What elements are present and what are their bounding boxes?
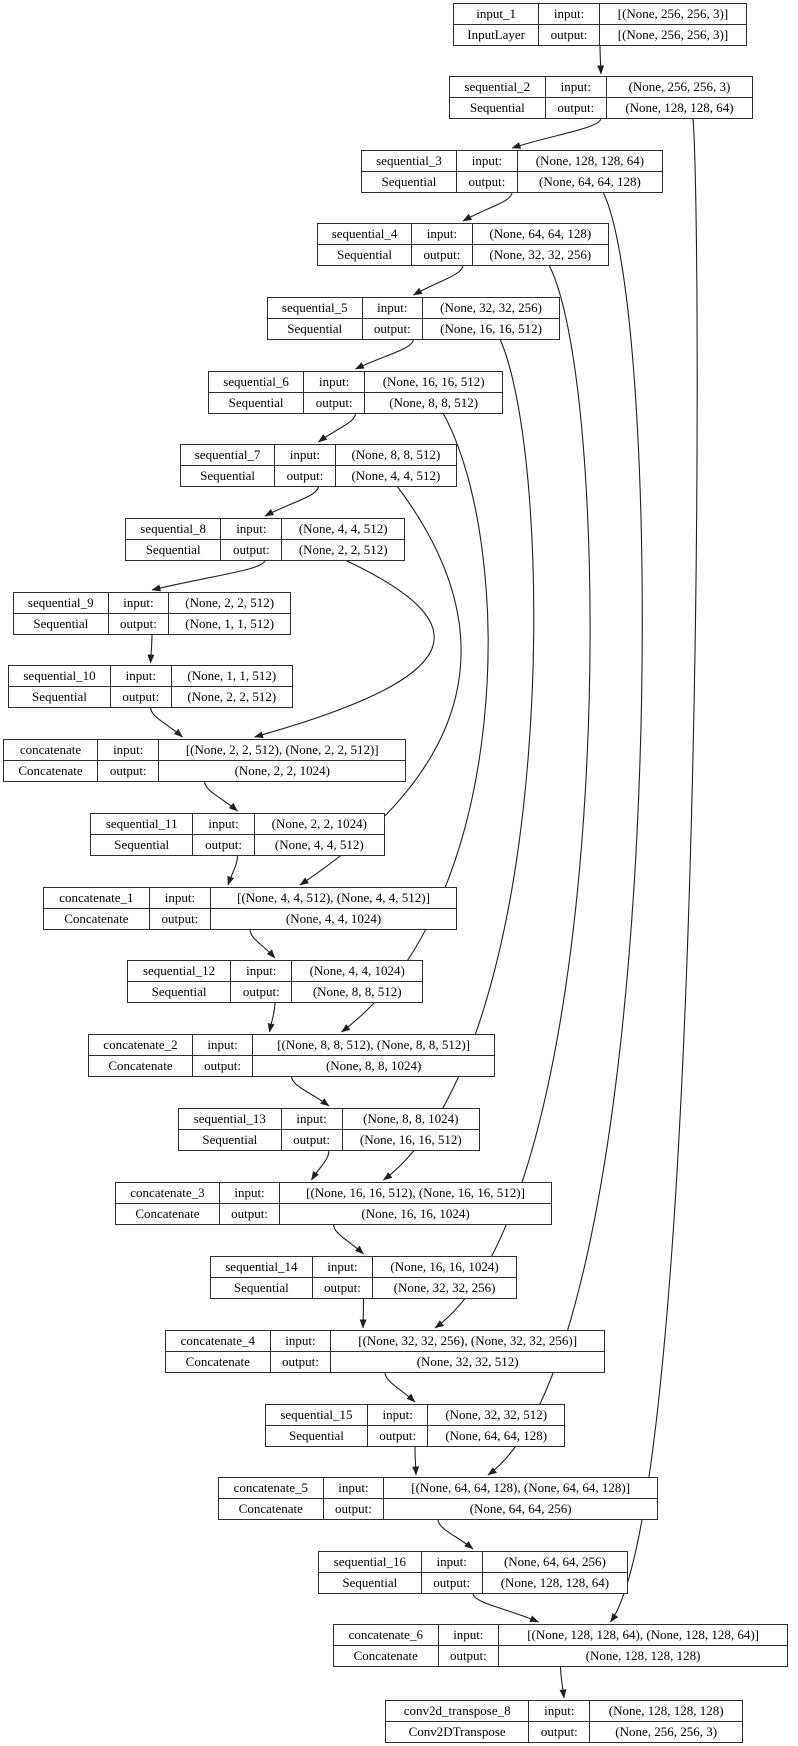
input-shape: [(None, 4, 4, 512), (None, 4, 4, 512)] xyxy=(211,888,457,909)
edge-concatenate_2-to-sequential_13 xyxy=(292,1076,330,1106)
layer-node-conv2d_transpose_8 xyxy=(385,1700,743,1743)
layer-type: Sequential xyxy=(268,319,363,340)
edge-sequential_2-to-sequential_3 xyxy=(512,118,601,148)
layer-type: Concatenate xyxy=(44,909,150,930)
layer-node-sequential_8 xyxy=(125,518,405,561)
layer-type: InputLayer xyxy=(454,25,539,46)
input-shape: (None, 4, 4, 1024) xyxy=(292,961,423,982)
layer-name: sequential_10 xyxy=(9,666,111,687)
output-label: output: xyxy=(421,1573,482,1594)
layer-type: Concatenate xyxy=(116,1204,220,1225)
output-label: output: xyxy=(192,1056,252,1077)
edge-sequential_3-to-sequential_4 xyxy=(463,192,512,221)
layer-name: sequential_15 xyxy=(266,1405,368,1426)
input-label: input: xyxy=(312,1257,372,1278)
output-shape: (None, 4, 4, 1024) xyxy=(211,909,457,930)
input-shape: (None, 32, 32, 512) xyxy=(428,1405,565,1426)
output-label: output: xyxy=(312,1278,372,1299)
output-shape: (None, 128, 128, 128) xyxy=(499,1646,788,1667)
output-shape: (None, 8, 8, 1024) xyxy=(253,1056,495,1077)
layer-node-sequential_2 xyxy=(449,76,753,119)
input-shape: (None, 64, 64, 256) xyxy=(482,1552,627,1573)
layer-node-concatenate_6 xyxy=(333,1624,788,1667)
edge-sequential_13-to-concatenate_3 xyxy=(312,1150,330,1180)
output-label: output: xyxy=(367,1426,428,1447)
edge-sequential_4-to-concatenate_4 xyxy=(435,265,590,1328)
layer-type: Sequential xyxy=(14,614,109,635)
layer-node-concatenate_4 xyxy=(165,1330,605,1373)
layer-node-sequential_16 xyxy=(318,1551,628,1594)
edge-sequential_9-to-sequential_10 xyxy=(151,634,153,663)
input-shape: (None, 8, 8, 1024) xyxy=(342,1109,479,1130)
output-label: output: xyxy=(275,466,336,487)
input-shape: (None, 128, 128, 64) xyxy=(517,151,662,172)
layer-type: Sequential xyxy=(211,1278,313,1299)
output-shape: (None, 16, 16, 1024) xyxy=(280,1204,552,1225)
output-shape: (None, 256, 256, 3) xyxy=(590,1722,743,1743)
input-shape: [(None, 256, 256, 3)] xyxy=(599,4,746,25)
output-shape: (None, 128, 128, 64) xyxy=(482,1573,627,1594)
input-label: input: xyxy=(110,666,171,687)
input-label: input: xyxy=(219,1183,279,1204)
input-label: input: xyxy=(270,1331,331,1352)
layer-name: conv2d_transpose_8 xyxy=(386,1701,529,1722)
layer-name: sequential_11 xyxy=(91,814,193,835)
layer-name: sequential_5 xyxy=(268,298,363,319)
edge-sequential_5-to-sequential_6 xyxy=(356,339,414,369)
layer-node-sequential_14 xyxy=(210,1256,517,1299)
output-shape: (None, 8, 8, 512) xyxy=(365,393,503,414)
layer-name: sequential_6 xyxy=(209,372,304,393)
layer-node-sequential_9 xyxy=(13,592,291,635)
output-shape: (None, 1, 1, 512) xyxy=(169,614,291,635)
output-label: output: xyxy=(149,909,210,930)
output-shape: (None, 4, 4, 512) xyxy=(254,835,384,856)
input-label: input: xyxy=(412,224,472,245)
output-label: output: xyxy=(270,1352,331,1373)
output-shape: (None, 8, 8, 512) xyxy=(292,982,423,1003)
layer-type: Concatenate xyxy=(4,761,98,782)
output-shape: (None, 128, 128, 64) xyxy=(606,98,752,119)
output-shape: (None, 32, 32, 256) xyxy=(472,245,608,266)
layer-name: sequential_14 xyxy=(211,1257,313,1278)
input-label: input: xyxy=(304,372,365,393)
input-label: input: xyxy=(149,888,210,909)
layer-node-sequential_11 xyxy=(90,813,385,856)
layer-name: concatenate_3 xyxy=(116,1183,220,1204)
output-label: output: xyxy=(219,1204,279,1225)
layer-name: sequential_2 xyxy=(450,77,546,98)
layer-node-sequential_12 xyxy=(127,960,423,1003)
input-shape: (None, 2, 2, 1024) xyxy=(254,814,384,835)
output-shape: (None, 16, 16, 512) xyxy=(423,319,560,340)
layer-type: Sequential xyxy=(209,393,304,414)
edge-sequential_14-to-concatenate_4 xyxy=(363,1298,364,1328)
layer-name: concatenate_4 xyxy=(166,1331,271,1352)
layer-node-concatenate_5 xyxy=(218,1477,658,1520)
input-shape: (None, 256, 256, 3) xyxy=(606,77,752,98)
output-shape: (None, 32, 32, 256) xyxy=(373,1278,517,1299)
edge-sequential_12-to-concatenate_2 xyxy=(270,1002,276,1032)
layer-type: Sequential xyxy=(362,172,457,193)
output-label: output: xyxy=(362,319,423,340)
layer-name: sequential_7 xyxy=(181,445,275,466)
input-shape: (None, 32, 32, 256) xyxy=(423,298,560,319)
output-label: output: xyxy=(110,687,171,708)
layer-node-sequential_10 xyxy=(8,665,293,708)
edge-sequential_8-to-concatenate xyxy=(255,560,435,737)
input-shape: (None, 16, 16, 512) xyxy=(365,372,503,393)
layer-type: Concatenate xyxy=(219,1499,324,1520)
output-shape: (None, 32, 32, 512) xyxy=(331,1352,605,1373)
edge-concatenate_1-to-sequential_12 xyxy=(250,929,275,958)
input-label: input: xyxy=(221,519,282,540)
edge-sequential_4-to-sequential_5 xyxy=(414,265,464,295)
output-label: output: xyxy=(539,25,600,46)
edge-sequential_10-to-concatenate xyxy=(151,707,183,737)
output-label: output: xyxy=(545,98,606,119)
input-shape: (None, 4, 4, 512) xyxy=(282,519,405,540)
input-shape: [(None, 2, 2, 512), (None, 2, 2, 512)] xyxy=(159,740,406,761)
layer-node-concatenate xyxy=(3,739,406,782)
output-label: output: xyxy=(281,1130,342,1151)
output-shape: (None, 64, 64, 128) xyxy=(517,172,662,193)
input-label: input: xyxy=(545,77,606,98)
layer-type: Sequential xyxy=(126,540,221,561)
output-shape: (None, 64, 64, 128) xyxy=(428,1426,565,1447)
output-label: output: xyxy=(221,540,282,561)
layer-node-sequential_13 xyxy=(178,1108,480,1151)
layer-node-concatenate_3 xyxy=(115,1182,552,1225)
layer-name: sequential_4 xyxy=(318,224,412,245)
output-shape: (None, 2, 2, 1024) xyxy=(159,761,406,782)
layer-type: Sequential xyxy=(179,1130,282,1151)
input-label: input: xyxy=(192,1035,252,1056)
output-shape: [(None, 256, 256, 3)] xyxy=(599,25,746,46)
input-label: input: xyxy=(539,4,600,25)
layer-node-sequential_4 xyxy=(317,223,609,266)
edge-sequential_6-to-concatenate_2 xyxy=(342,413,489,1032)
output-label: output: xyxy=(412,245,472,266)
layer-type: Concatenate xyxy=(89,1056,193,1077)
output-label: output: xyxy=(98,761,159,782)
output-shape: (None, 2, 2, 512) xyxy=(282,540,405,561)
layer-type: Concatenate xyxy=(334,1646,439,1667)
layer-name: concatenate_1 xyxy=(44,888,150,909)
layer-type: Sequential xyxy=(266,1426,368,1447)
layer-type: Concatenate xyxy=(166,1352,271,1373)
input-shape: [(None, 128, 128, 64), (None, 128, 128, 64)] xyxy=(499,1625,788,1646)
output-label: output: xyxy=(438,1646,499,1667)
edge-sequential_6-to-sequential_7 xyxy=(319,413,356,442)
input-shape: [(None, 32, 32, 256), (None, 32, 32, 256)] xyxy=(331,1331,605,1352)
edge-sequential_7-to-sequential_8 xyxy=(265,486,319,516)
edge-concatenate_5-to-sequential_16 xyxy=(438,1519,473,1549)
layer-node-concatenate_2 xyxy=(88,1034,495,1077)
input-shape: (None, 16, 16, 1024) xyxy=(373,1257,517,1278)
layer-name: concatenate_6 xyxy=(334,1625,439,1646)
edge-sequential_16-to-concatenate_6 xyxy=(473,1593,539,1622)
edge-sequential_8-to-sequential_9 xyxy=(152,560,265,590)
layer-node-sequential_15 xyxy=(265,1404,565,1447)
layer-type: Sequential xyxy=(128,982,231,1003)
input-label: input: xyxy=(275,445,336,466)
input-shape: [(None, 16, 16, 512), (None, 16, 16, 512)] xyxy=(280,1183,552,1204)
layer-type: Conv2DTranspose xyxy=(386,1722,529,1743)
edge-concatenate_6-to-conv2d_transpose_8 xyxy=(561,1666,565,1698)
layer-type: Sequential xyxy=(318,245,412,266)
edge-concatenate-to-sequential_11 xyxy=(205,781,238,811)
output-shape: (None, 64, 64, 256) xyxy=(384,1499,658,1520)
input-shape: (None, 1, 1, 512) xyxy=(171,666,292,687)
layer-name: input_1 xyxy=(454,4,539,25)
edge-input_1-to-sequential_2 xyxy=(600,45,601,74)
input-label: input: xyxy=(529,1701,590,1722)
layer-name: sequential_9 xyxy=(14,593,109,614)
output-shape: (None, 16, 16, 512) xyxy=(342,1130,479,1151)
input-shape: [(None, 64, 64, 128), (None, 64, 64, 128)] xyxy=(384,1478,658,1499)
layer-name: sequential_13 xyxy=(179,1109,282,1130)
layer-name: sequential_16 xyxy=(319,1552,422,1573)
layer-name: sequential_12 xyxy=(128,961,231,982)
layer-type: Sequential xyxy=(9,687,111,708)
input-label: input: xyxy=(108,593,169,614)
output-label: output: xyxy=(304,393,365,414)
layer-type: Sequential xyxy=(91,835,193,856)
input-label: input: xyxy=(98,740,159,761)
layer-node-sequential_6 xyxy=(208,371,503,414)
layer-type: Sequential xyxy=(450,98,546,119)
layer-type: Sequential xyxy=(181,466,275,487)
input-label: input: xyxy=(281,1109,342,1130)
input-label: input: xyxy=(421,1552,482,1573)
output-shape: (None, 2, 2, 512) xyxy=(171,687,292,708)
output-label: output: xyxy=(231,982,292,1003)
layer-name: sequential_8 xyxy=(126,519,221,540)
layer-node-sequential_3 xyxy=(361,150,663,193)
output-label: output: xyxy=(529,1722,590,1743)
input-label: input: xyxy=(456,151,517,172)
input-label: input: xyxy=(362,298,423,319)
output-label: output: xyxy=(108,614,169,635)
layer-node-concatenate_1 xyxy=(43,887,457,930)
edge-concatenate_4-to-sequential_15 xyxy=(385,1372,415,1402)
layer-name: sequential_3 xyxy=(362,151,457,172)
input-shape: (None, 64, 64, 128) xyxy=(472,224,608,245)
layer-name: concatenate xyxy=(4,740,98,761)
output-label: output: xyxy=(193,835,254,856)
output-shape: (None, 4, 4, 512) xyxy=(335,466,456,487)
layer-name: concatenate_5 xyxy=(219,1478,324,1499)
input-label: input: xyxy=(367,1405,428,1426)
input-shape: (None, 8, 8, 512) xyxy=(335,445,456,466)
edge-sequential_2-to-concatenate_6 xyxy=(611,118,698,1622)
input-shape: [(None, 8, 8, 512), (None, 8, 8, 512)] xyxy=(253,1035,495,1056)
input-shape: (None, 2, 2, 512) xyxy=(169,593,291,614)
edge-sequential_15-to-concatenate_5 xyxy=(415,1446,416,1475)
layer-node-input_1 xyxy=(453,3,747,46)
input-shape: (None, 128, 128, 128) xyxy=(590,1701,743,1722)
input-label: input: xyxy=(193,814,254,835)
edge-concatenate_3-to-sequential_14 xyxy=(334,1224,364,1254)
layer-node-sequential_5 xyxy=(267,297,560,340)
edge-sequential_11-to-concatenate_1 xyxy=(228,855,238,885)
input-label: input: xyxy=(323,1478,384,1499)
layer-node-sequential_7 xyxy=(180,444,457,487)
layer-type: Sequential xyxy=(319,1573,422,1594)
output-label: output: xyxy=(456,172,517,193)
input-label: input: xyxy=(438,1625,499,1646)
output-label: output: xyxy=(323,1499,384,1520)
input-label: input: xyxy=(231,961,292,982)
layer-name: concatenate_2 xyxy=(89,1035,193,1056)
